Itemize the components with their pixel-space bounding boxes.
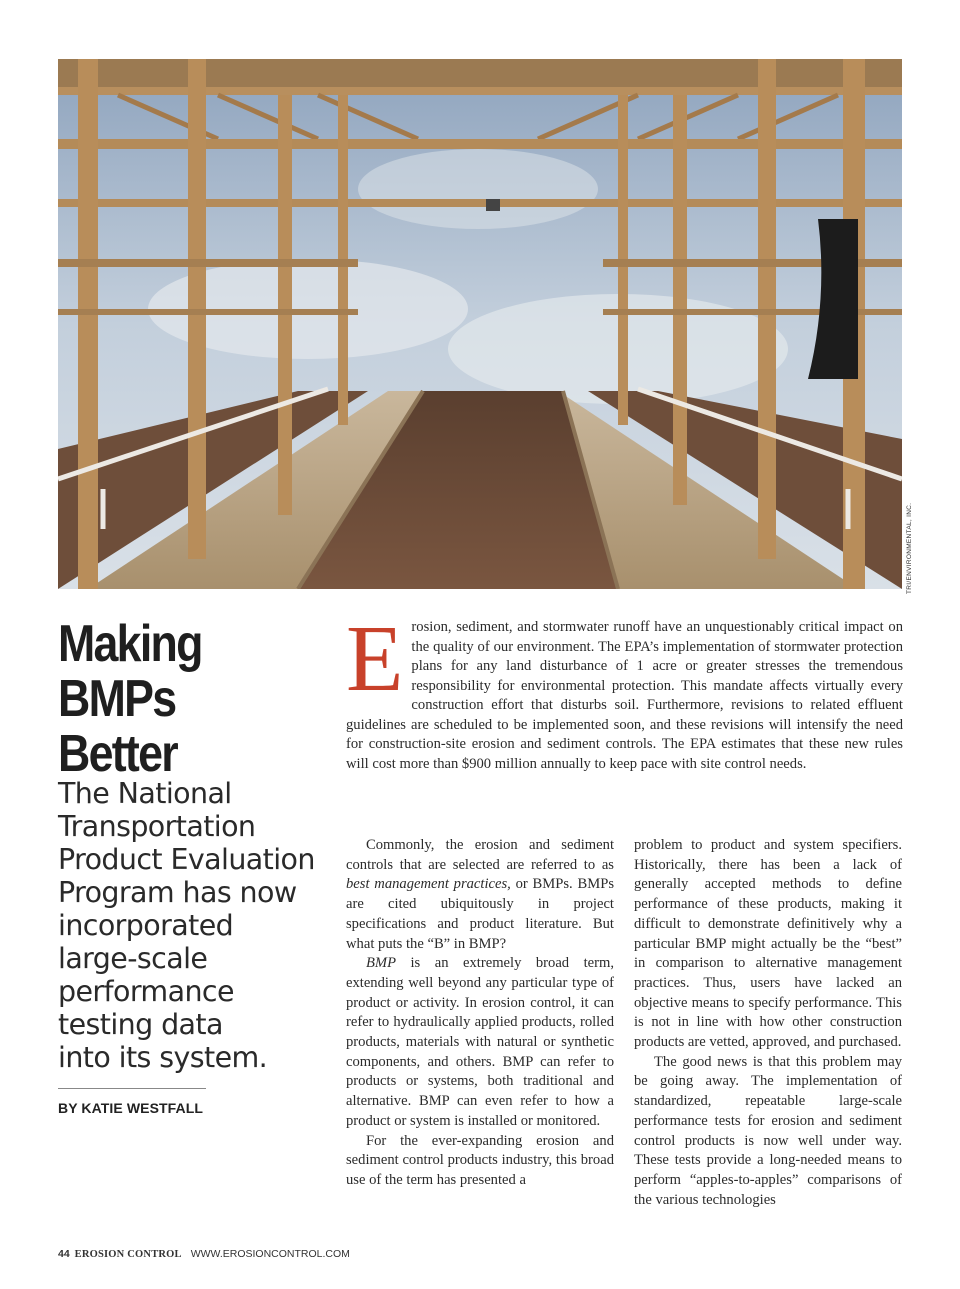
page-footer (58, 1248, 350, 1260)
lead-text: rosion, sediment, and stormwater runoff have an unquestionably critical impact on the quality of our environment. The EPA’s implementation of stormwater protection plans for any land disturbance of 1 acre or greater stresses the tremendous responsibility for environmental protection. This mandate affects virtually every construction effort that disturbs soil. Furthermore, revisions to related effluent guidelines are scheduled to be implemented soon, and these revisions will intensify the need for construction-site erosion and sediment controls. The EPA estimates that these new rules will cost more than $900 million annually to keep pace with site control needs. (346, 619, 903, 772)
subtitle-line: incorporated (58, 909, 234, 942)
paragraph: The good news is that this problem may be going away. The implementation of standardized, repeatable large-scale performance tests for erosion and sediment control products is now well under way. These tests provide a long-needed means to perform “apples-to-apples” comparisons of the various technologies (634, 1053, 902, 1208)
paragraph: For the ever-expanding erosion and sediment control products industry, this broad use of the term has presented a (346, 1132, 614, 1188)
article-title (58, 617, 290, 782)
paragraph: problem to product and system specifiers. Historically, there has been a lack of generally accepted methods to define performance of these products, making it difficult to demonstrate definitively why a particular BMP might actually be the “best” in comparison to alternative management practices. Thus, users have lacked an objective means to specify performance. This is not in line with how other construction products are vetted, approved, and purchased. (634, 837, 902, 1051)
subtitle-line: into its system. (58, 1041, 268, 1074)
photo-credit-text: TRI/ENVIRONMENTAL, INC. (906, 502, 913, 594)
paragraph (346, 836, 614, 954)
subtitle-line: large-scale (58, 942, 208, 975)
subtitle-line: performance (58, 975, 234, 1008)
text-run: or BMPs. BMPs are cited ubiquitously in project specifications and product literature. But what puts the “B” in BMP? (346, 876, 614, 952)
byline-divider (58, 1088, 206, 1089)
photo-credit (906, 502, 918, 594)
magazine-name: EROSION CONTROL (74, 1249, 182, 1260)
paragraph (346, 954, 614, 1131)
page-number: 44 (58, 1248, 70, 1260)
hero-photo (58, 59, 902, 589)
article-subtitle (58, 777, 333, 1074)
title-line: Better (58, 725, 177, 783)
text-run: is an extremely broad term, extending well beyond any particular type of product or activity. In erosion control, it can refer to hydraulically applied products, rolled products, materials with natural or synthetic components, and others. BMP can refer to products or systems, both traditional and alternative. BMP can even refer to how a product or system is installed or monitored. (346, 955, 614, 1129)
rainfall-simulator-illustration (58, 59, 902, 589)
magazine-url: WWW.EROSIONCONTROL.COM (190, 1248, 350, 1260)
title-line: Making (58, 615, 202, 673)
emphasis-text: best management practices, (346, 876, 511, 893)
lead-paragraph (346, 607, 903, 774)
byline: BY KATIE WESTFALL (58, 1100, 204, 1116)
title-line: BMPs (58, 670, 176, 728)
subtitle-line: Product Evaluation (58, 843, 315, 876)
emphasis-text: BMP (366, 955, 396, 972)
drop-cap: E (346, 607, 404, 711)
body-column-1 (346, 836, 614, 1191)
body-column-2 (634, 836, 902, 1210)
subtitle-line: testing data (58, 1008, 223, 1041)
subtitle-line: Transportation (58, 810, 256, 843)
subtitle-line: Program has now (58, 876, 297, 909)
text-run: Commonly, the erosion and sediment controls that are selected are referred to as (346, 837, 614, 873)
subtitle-line: The National (58, 777, 232, 810)
